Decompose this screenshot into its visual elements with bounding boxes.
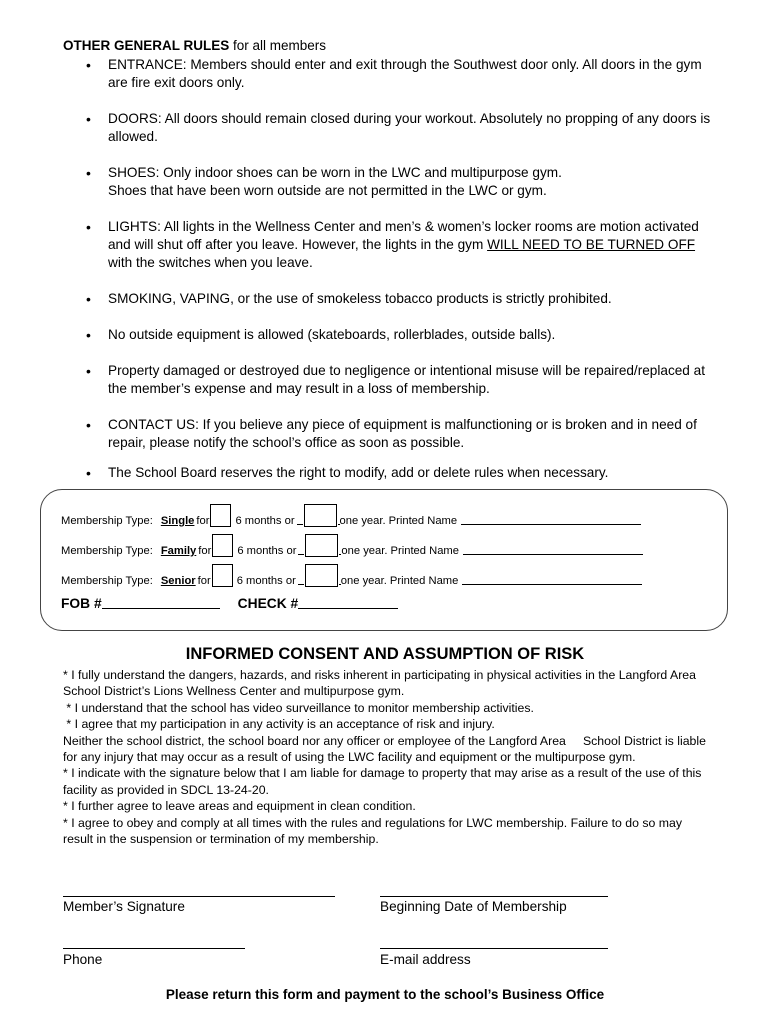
- six-months-label: 6 months or: [237, 545, 297, 557]
- checkbox-single-1year[interactable]: [304, 504, 337, 527]
- consent-body: [63, 667, 708, 847]
- fob-number-field[interactable]: [102, 607, 220, 609]
- checkbox-family-6months[interactable]: [212, 534, 233, 557]
- membership-row-family: [61, 534, 643, 557]
- for-label: for: [197, 575, 211, 587]
- begin-date-label: Beginning Date of Membership: [380, 899, 567, 914]
- printed-name-senior-field[interactable]: [462, 583, 642, 585]
- consent-para-liability: Neither the school district, the school board nor any officer or employee of the Langford Area School District is liable for any injury that may occur as a result of using the LWC facility and equipment or the multipurpose gym.: [63, 733, 710, 765]
- member-signature-field[interactable]: [63, 896, 335, 897]
- for-label: for: [196, 515, 210, 527]
- rules-list: [86, 56, 712, 482]
- membership-type-family: Family: [160, 545, 197, 557]
- rule-lights: [86, 218, 712, 272]
- rule-equipment: • No outside equipment is allowed (skateboards, rollerblades, outside balls).: [86, 326, 712, 344]
- check-number-field[interactable]: [298, 607, 398, 609]
- one-year-label: one year. Printed Name: [340, 575, 459, 587]
- membership-type-label: Membership Type:: [61, 515, 153, 527]
- rule-shoes: [86, 164, 712, 200]
- six-months-label: 6 months or: [235, 515, 295, 527]
- rule-lights-underlined: WILL NEED TO BE TURNED OFF: [487, 237, 696, 252]
- rule-shoes-line2: Shoes that have been worn outside are not permitted in the LWC or gym.: [108, 183, 547, 198]
- fob-label: FOB #: [61, 596, 102, 611]
- return-instructions: Please return this form and payment to the school’s Business Office: [165, 987, 605, 1002]
- membership-type-single: Single: [160, 515, 195, 527]
- one-year-label: one year. Printed Name: [341, 545, 459, 557]
- rule-doors: • DOORS: All doors should remain closed during your workout. Absolutely no propping of any doors is allowed.: [86, 110, 712, 146]
- begin-date-field[interactable]: [380, 896, 608, 897]
- membership-type-label: Membership Type:: [61, 545, 153, 557]
- membership-box: [40, 489, 728, 631]
- rules-heading: [63, 38, 326, 53]
- membership-row-senior: [61, 564, 642, 587]
- printed-name-single-field[interactable]: [461, 523, 641, 525]
- consent-title: INFORMED CONSENT AND ASSUMPTION OF RISK: [185, 645, 585, 663]
- email-field[interactable]: [380, 948, 608, 949]
- rules-heading-bold: OTHER GENERAL RULES: [63, 38, 230, 53]
- consent-para-acceptance: * I agree that my participation in any activity is an acceptance of risk and injury.: [63, 717, 495, 732]
- email-label: E-mail address: [380, 952, 471, 967]
- member-signature-label: Member’s Signature: [63, 899, 185, 914]
- rule-shoes-line1: SHOES: Only indoor shoes can be worn in the LWC and multipurpose gym.: [108, 165, 562, 180]
- phone-label: Phone: [63, 952, 103, 967]
- rule-board: • The School Board reserves the right to modify, add or delete rules when necessary.: [86, 464, 712, 482]
- phone-field[interactable]: [63, 948, 245, 949]
- consent-para-clean: * I further agree to leave areas and equipment in clean condition.: [63, 799, 416, 814]
- rule-smoking: • SMOKING, VAPING, or the use of smokeless tobacco products is strictly prohibited.: [86, 290, 712, 308]
- rule-property: • Property damaged or destroyed due to negligence or intentional misuse will be repaired/replaced at the member’s expense and may result in a loss of membership.: [86, 362, 712, 398]
- consent-para-comply: * I agree to obey and comply at all times with the rules and regulations for LWC membership. Failure to do so may result in the suspension or termination of my membership.: [63, 815, 683, 847]
- rules-heading-rest: for all members: [229, 38, 327, 53]
- underline-short: [298, 553, 304, 555]
- fob-check-row: [61, 596, 398, 611]
- membership-row-single: [61, 504, 641, 527]
- printed-name-family-field[interactable]: [463, 553, 643, 555]
- check-label: CHECK #: [237, 596, 299, 611]
- checkbox-single-6months[interactable]: [210, 504, 231, 527]
- checkbox-senior-6months[interactable]: [212, 564, 233, 587]
- checkbox-family-1year[interactable]: [305, 534, 338, 557]
- for-label: for: [198, 545, 212, 557]
- six-months-label: 6 months or: [236, 575, 296, 587]
- membership-type-label: Membership Type:: [61, 575, 153, 587]
- underline-short: [297, 523, 303, 525]
- consent-para-understand-risks: * I fully understand the dangers, hazards, and risks inherent in participating in physical activities in the Langford Area School District’s Lions Wellness Center and multipurpose gym.: [63, 668, 696, 699]
- checkbox-senior-1year[interactable]: [305, 564, 338, 587]
- rule-lights-text: LIGHTS: All lights in the Wellness Center and men’s & women’s locker rooms are motion activated and will shut off after you leave. However, the lights in the gym: [108, 219, 699, 252]
- rule-contact: • CONTACT US: If you believe any piece of equipment is malfunctioning or is broken and in need of repair, please notify the school’s office as soon as possible.: [86, 416, 712, 452]
- consent-para-surveillance: * I understand that the school has video surveillance to monitor membership activities.: [63, 700, 534, 715]
- consent-para-damage: * I indicate with the signature below that I am liable for damage to property that may arise as a result of the use of this facility as provided in SDCL 13-24-20.: [63, 766, 702, 797]
- rule-entrance: • ENTRANCE: Members should enter and exit through the Southwest door only. All doors in the gym are fire exit doors only.: [86, 56, 712, 92]
- underline-short: [298, 583, 304, 585]
- membership-type-senior: Senior: [160, 575, 196, 587]
- one-year-label: one year. Printed Name: [339, 515, 458, 527]
- rule-lights-text-end: with the switches when you leave.: [108, 255, 313, 270]
